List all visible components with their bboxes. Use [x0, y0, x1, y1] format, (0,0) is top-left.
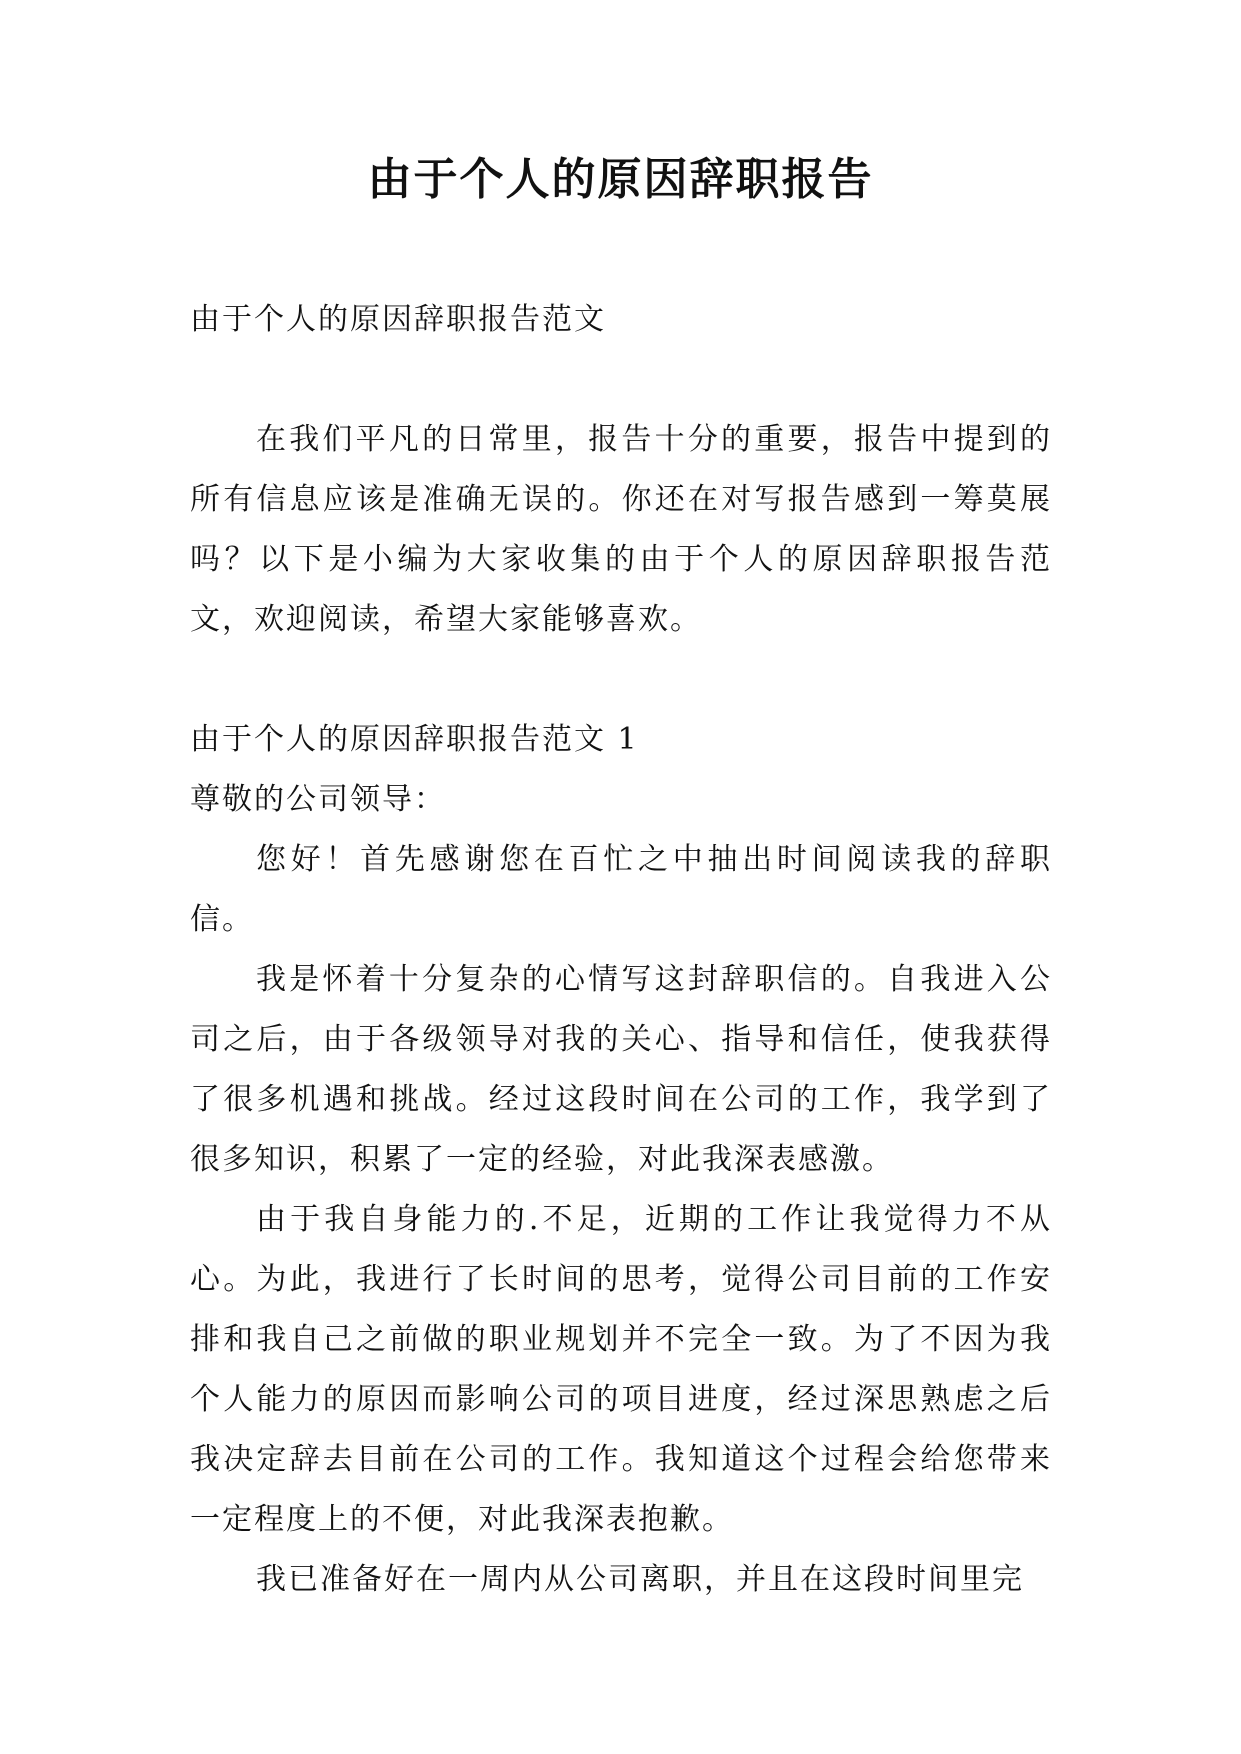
document-title: 由于个人的原因辞职报告 [367, 154, 874, 205]
body-paragraph: 由于我自身能力的.不足，近期的工作让我觉得力不从心。为此，我进行了长时间的思考，觉得公司目前的工作安排和我自己之前做的职业规划并不完全一致。为了不因为我个人能力的原因而影响公司的项目进度，经过深思熟虑之后我决定辞去目前在公司的工作。我知道这个过程会给您带来一定程度上的不便，对此我深表抱歉。 [190, 1202, 1052, 1537]
document-subtitle: 由于个人的原因辞职报告范文 [190, 302, 606, 337]
body-paragraph: 我已准备好在一周内从公司离职，并且在这段时间里完 [256, 1562, 1024, 1597]
salutation: 尊敬的公司领导： [190, 782, 446, 817]
section-heading: 由于个人的原因辞职报告范文 1 [190, 722, 639, 757]
body-paragraph: 您好！首先感谢您在百忙之中抽出时间阅读我的辞职信。 [190, 842, 1052, 937]
body-paragraph: 我是怀着十分复杂的心情写这封辞职信的。自我进入公司之后，由于各级领导对我的关心、指导和信任，使我获得了很多机遇和挑战。经过这段时间在公司的工作，我学到了很多知识，积累了一定的经验，对此我深表感激。 [190, 962, 1052, 1177]
intro-paragraph: 在我们平凡的日常里，报告十分的重要，报告中提到的所有信息应该是准确无误的。你还在对写报告感到一筹莫展吗？以下是小编为大家收集的由于个人的原因辞职报告范文，欢迎阅读，希望大家能够喜欢。 [190, 422, 1052, 637]
document-body [190, 290, 1052, 1610]
